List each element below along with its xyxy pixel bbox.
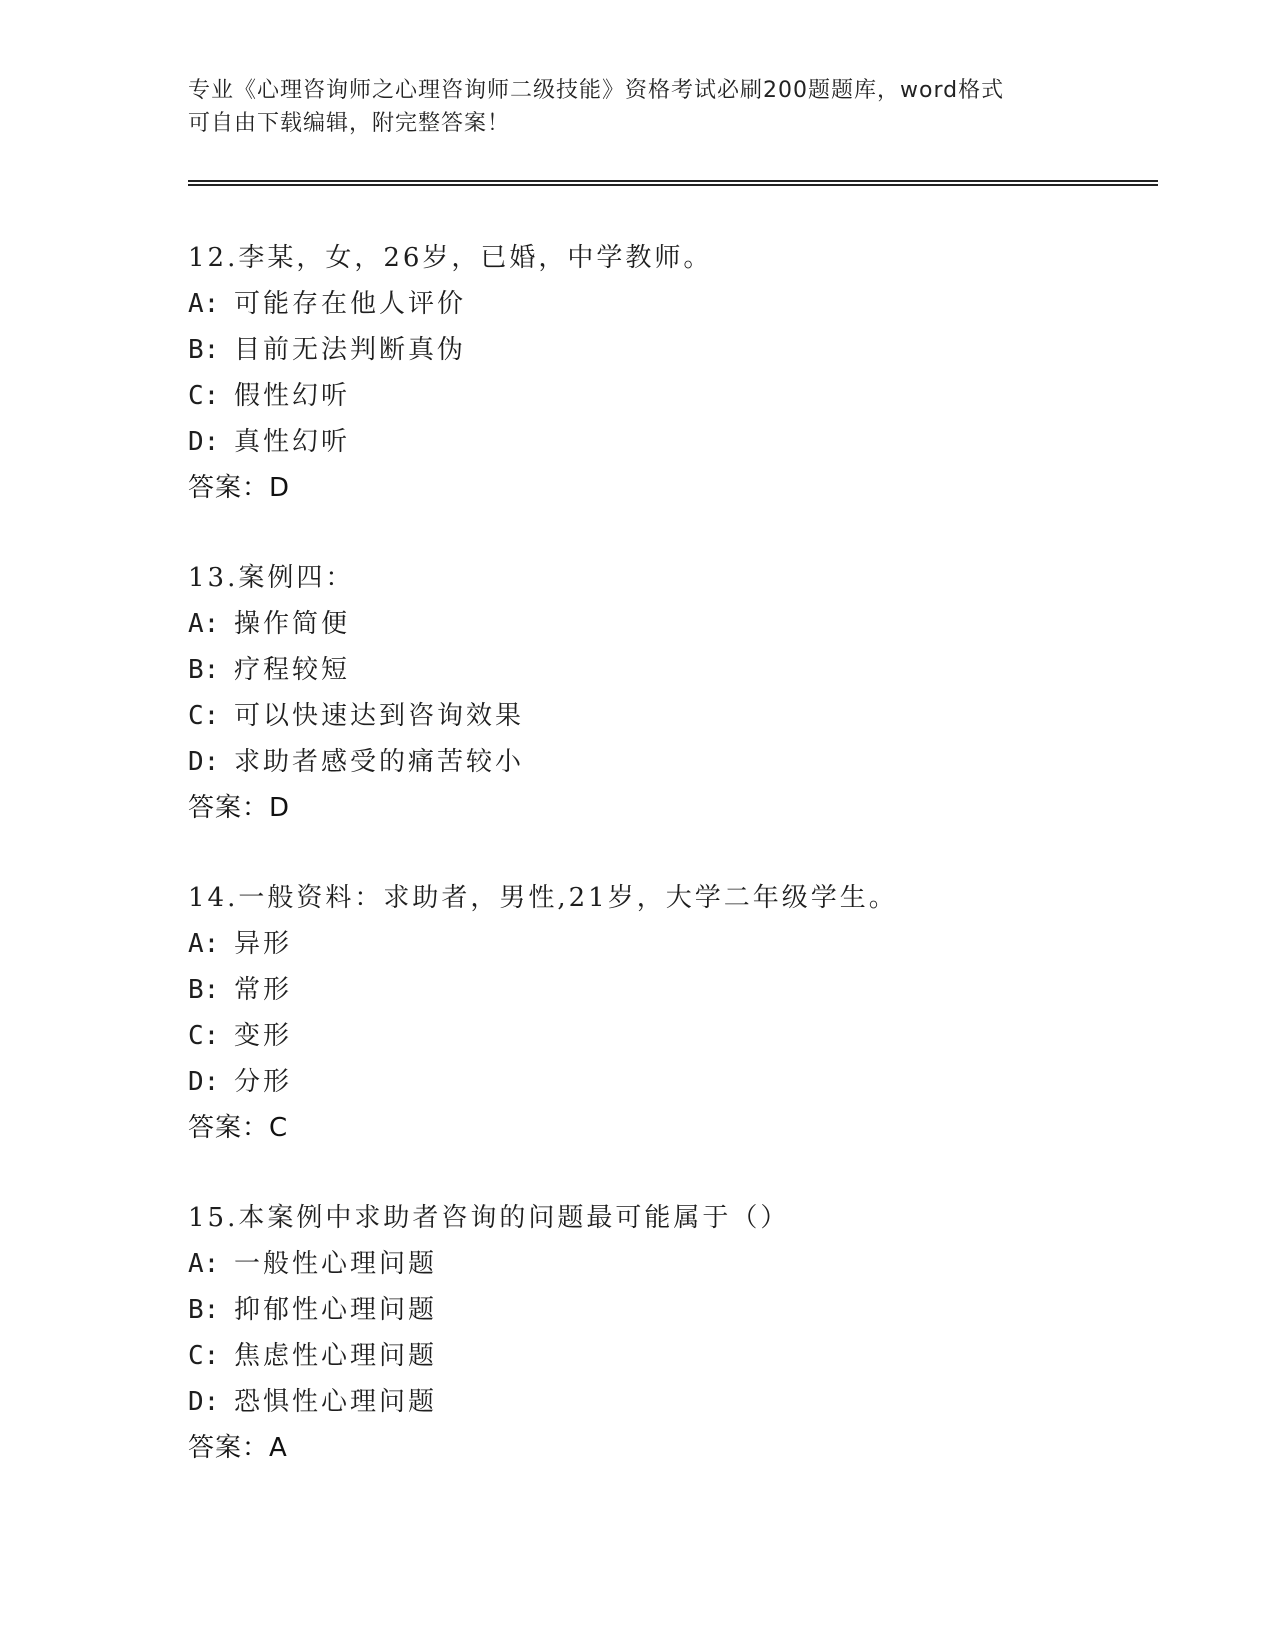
option-d bbox=[188, 1382, 1158, 1428]
option-b bbox=[188, 330, 1158, 376]
option-b bbox=[188, 970, 1158, 1016]
question-stem: 12.李某，女，26岁，已婚，中学教师。 bbox=[188, 243, 713, 273]
option-a bbox=[188, 924, 1158, 970]
question-14 bbox=[188, 878, 1158, 1198]
question-stem: 15.本案例中求助者咨询的问题最可能属于（） bbox=[188, 1203, 790, 1233]
option-d bbox=[188, 742, 1158, 788]
header-divider-top bbox=[188, 180, 1158, 182]
option-letter: B: bbox=[188, 335, 220, 365]
question-12 bbox=[188, 238, 1158, 558]
option-letter: C: bbox=[188, 1021, 220, 1051]
option-letter: C: bbox=[188, 701, 220, 731]
question-15 bbox=[188, 1198, 1158, 1518]
option-d bbox=[188, 1062, 1158, 1108]
option-c bbox=[188, 1336, 1158, 1382]
answer-line: 答案：C bbox=[188, 1113, 289, 1143]
option-text: 目前无法判断真伪 bbox=[234, 335, 467, 365]
option-a bbox=[188, 1244, 1158, 1290]
option-a bbox=[188, 284, 1158, 330]
option-text: 疗程较短 bbox=[234, 655, 351, 685]
option-letter: D: bbox=[188, 1067, 220, 1097]
question-stem: 13.案例四： bbox=[188, 563, 355, 593]
option-text: 抑郁性心理问题 bbox=[234, 1295, 438, 1325]
option-letter: B: bbox=[188, 975, 220, 1005]
option-text: 真性幻听 bbox=[234, 427, 351, 457]
option-letter: D: bbox=[188, 747, 220, 777]
option-c bbox=[188, 376, 1158, 422]
header-divider-bottom bbox=[188, 184, 1158, 186]
question-list bbox=[188, 238, 1158, 1518]
option-letter: A: bbox=[188, 609, 220, 639]
option-letter: C: bbox=[188, 381, 220, 411]
option-text: 恐惧性心理问题 bbox=[234, 1387, 438, 1417]
option-text: 异形 bbox=[234, 929, 293, 959]
answer-line: 答案：D bbox=[188, 473, 291, 503]
option-text: 常形 bbox=[234, 975, 293, 1005]
option-d bbox=[188, 422, 1158, 468]
option-b bbox=[188, 1290, 1158, 1336]
document-header bbox=[188, 74, 1088, 140]
option-letter: D: bbox=[188, 427, 220, 457]
answer-line: 答案：D bbox=[188, 793, 291, 823]
option-text: 可能存在他人评价 bbox=[234, 289, 467, 319]
option-text: 焦虑性心理问题 bbox=[234, 1341, 438, 1371]
option-text: 变形 bbox=[234, 1021, 293, 1051]
question-13 bbox=[188, 558, 1158, 878]
option-text: 操作简便 bbox=[234, 609, 351, 639]
option-text: 求助者感受的痛苦较小 bbox=[234, 747, 525, 777]
option-a bbox=[188, 604, 1158, 650]
option-letter: A: bbox=[188, 929, 220, 959]
header-title-line-1: 专业《心理咨询师之心理咨询师二级技能》资格考试必刷200题题库，word格式 bbox=[188, 78, 1005, 103]
option-text: 可以快速达到咨询效果 bbox=[234, 701, 525, 731]
answer-line: 答案：A bbox=[188, 1433, 288, 1463]
header-title-line-2: 可自由下载编辑，附完整答案！ bbox=[188, 111, 511, 136]
option-letter: D: bbox=[188, 1387, 220, 1417]
question-stem: 14.一般资料：求助者，男性,21岁，大学二年级学生。 bbox=[188, 883, 898, 913]
option-c bbox=[188, 696, 1158, 742]
option-letter: C: bbox=[188, 1341, 220, 1371]
option-letter: A: bbox=[188, 289, 220, 319]
option-b bbox=[188, 650, 1158, 696]
option-text: 一般性心理问题 bbox=[234, 1249, 438, 1279]
option-c bbox=[188, 1016, 1158, 1062]
option-letter: B: bbox=[188, 655, 220, 685]
option-letter: A: bbox=[188, 1249, 220, 1279]
option-text: 分形 bbox=[234, 1067, 293, 1097]
option-text: 假性幻听 bbox=[234, 381, 351, 411]
option-letter: B: bbox=[188, 1295, 220, 1325]
